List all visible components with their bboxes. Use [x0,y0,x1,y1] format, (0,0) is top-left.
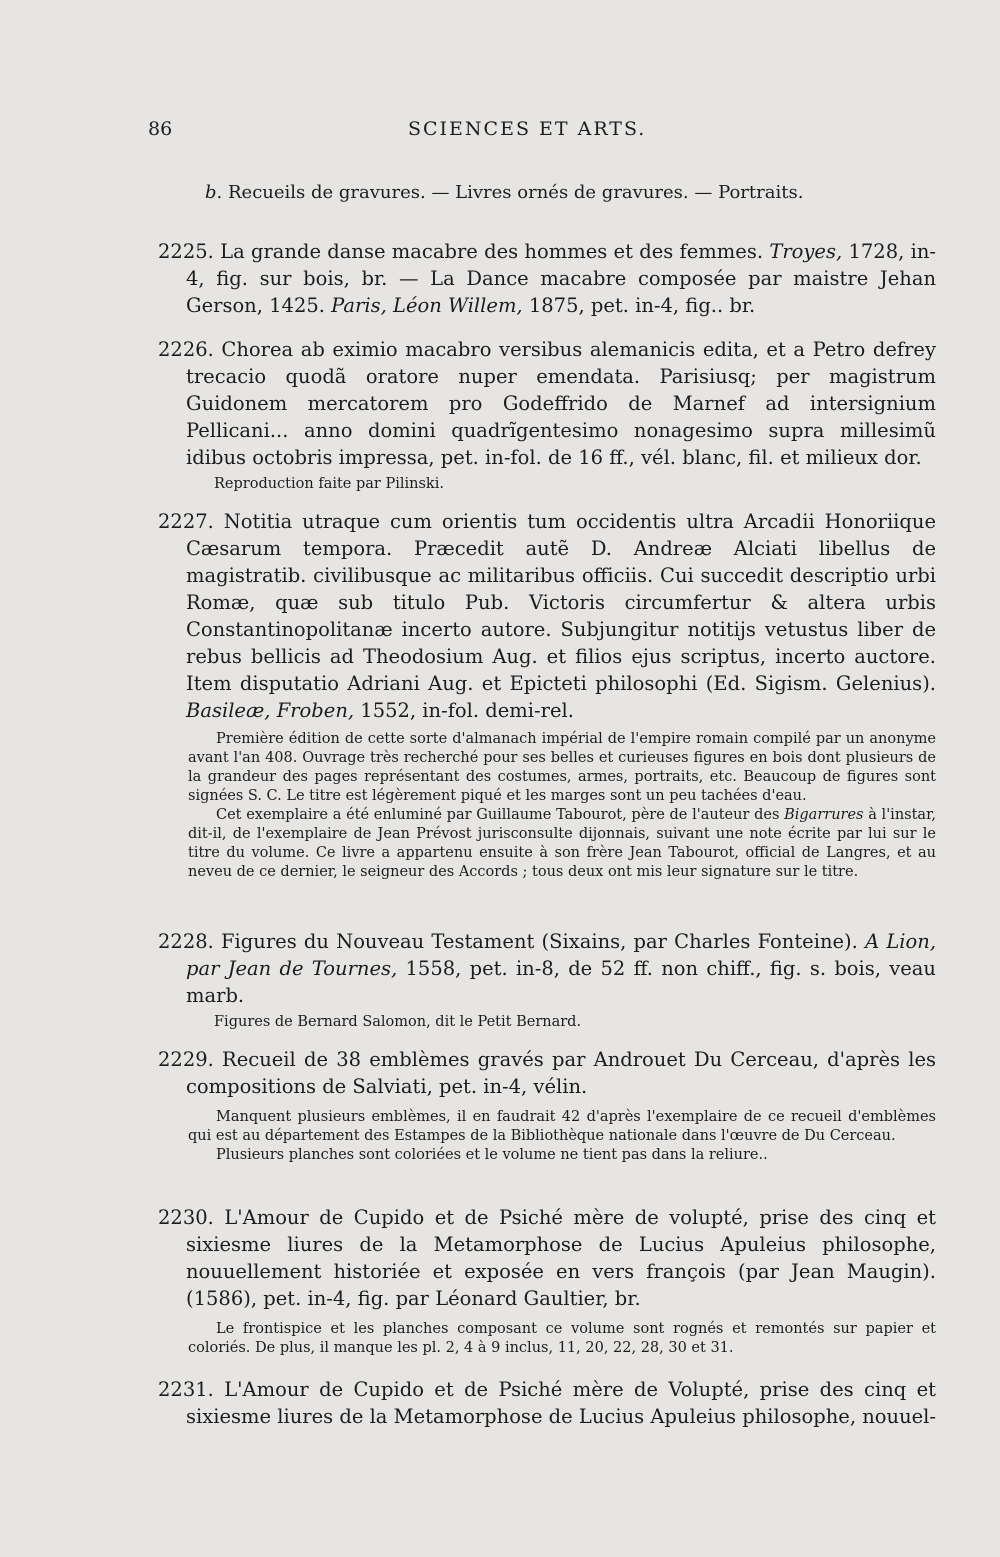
entry-text: 1558, pet. in-8, de 52 ff. non chiff., fig. s. bois, veau marb. [186,957,936,1007]
entry-text: Figures du Nouveau Testament (Sixains, par Charles Fonteine). [221,930,858,953]
entry-number: 2230. [158,1206,214,1229]
entry-place: Basileæ, Froben, [186,699,355,722]
page-header [148,118,928,148]
note-text: à l'instar, dit-il, de l'exemplaire de Jean Prévost jurisconsulte dijonnais, suivant une note écrite par lui sur le titre du volume. Ce livre a appartenu ensuite à son frère Jean Tabourot, official de Langres, et au neveu de ce dernier, le seigneur des Accords ; tous deux ont mis leur signature sur le titre. [188,807,937,880]
note-paragraph: Première édition de cette sorte d'almanach impérial de l'empire romain compilé par un anonyme avant l'an 408. Ouvrage très recherché pour ses belles et curieuses figures en bois dont plusieurs de la grandeur des pages représentant des costumes, armes, portraits, etc. Beaucoup de figures sont signées S. C. Le titre est légèrement piqué et les marges sont un peu tachées d'eau. [188,731,936,804]
catalog-entry-2229 [158,1046,936,1165]
running-title: SCIENCES ET ARTS. [408,118,647,140]
entry-text: Recueil de 38 emblèmes gravés par Androuet Du Cerceau, d'après les compositions de Salviati, pet. in-4, vélin. [186,1048,936,1098]
catalog-entry-2226 [158,336,936,494]
entry-body [158,336,936,471]
entry-body [158,1376,936,1430]
entry-body [158,238,936,319]
section-letter: b. [205,182,223,203]
entry-body [158,928,936,1009]
entry-text: Chorea ab eximio macabro versibus alemanicis edita, et a Petro defrey trecacio quodã oratore nuper emendata. Parisiusq; per magistrum Guidonem mercatorem pro Godeffrido de Marnef ad intersignium Pellicani... anno domini quadrĩgentesimo nonagesimo supra millesimũ idibus octobris impressa, pet. in-fol. de 16 ff., vél. blanc, fil. et milieux dor. [186,338,936,469]
entry-text: 1728, in-4, fig. sur bois, br. — La Dance macabre composée par maistre Jehan Gerson, 1425. [186,240,936,317]
entry-number: 2225. [158,240,214,263]
entry-place: Paris, Léon Willem, [331,294,523,317]
catalog-entry-2231 [158,1376,936,1430]
entry-note [158,1108,936,1165]
entry-text: La grande danse macabre des hommes et des femmes. [220,240,764,263]
section-heading [205,182,803,203]
entry-number: 2227. [158,510,214,533]
entry-text: L'Amour de Cupido et de Psiché mère de Volupté, prise des cinq et sixiesme liures de la Metamorphose de Lucius Apuleius philosophe, nouuel- [186,1378,936,1428]
entry-number: 2231. [158,1378,214,1401]
note-paragraph: Manquent plusieurs emblèmes, il en faudrait 42 d'après l'exemplaire de ce recueil d'emblèmes qui est au département des Estampes de la Bibliothèque nationale dans l'œuvre de Du Cerceau. [188,1109,936,1144]
entry-body [158,508,936,724]
catalog-entry-2228 [158,928,936,1032]
note-paragraph: Le frontispice et les planches composant ce volume sont rognés et remontés sur papier et coloriés. De plus, il manque les pl. 2, 4 à 9 inclus, 11, 20, 22, 28, 30 et 31. [188,1321,936,1356]
page-number: 86 [148,118,173,140]
entry-note: Figures de Bernard Salomon, dit le Petit Bernard. [214,1014,582,1030]
entry-body [158,1204,936,1312]
entry-place: A Lion, par Jean de Tournes, [186,930,937,980]
note-italic-title: Bigarrures [784,807,864,823]
note-paragraph: Plusieurs planches sont coloriées et le volume ne tient pas dans la reliure.. [216,1147,768,1163]
entry-text: L'Amour de Cupido et de Psiché mère de volupté, prise des cinq et sixiesme liures de la Metamorphose de Lucius Apuleius philosophe, nouuellement historiée et exposée en vers françois (par Jean Maugin). (1586), pet. in-4, fig. par Léonard Gaultier, br. [186,1206,936,1310]
entry-body [158,1046,936,1100]
entry-text: 1875, pet. in-4, fig.. br. [528,294,756,317]
entry-note: Reproduction faite par Pilinski. [214,476,444,492]
entry-text: 1552, in-fol. demi-rel. [360,699,574,722]
entry-note [158,1320,936,1358]
note-paragraph [188,806,936,882]
entry-number: 2228. [158,930,214,953]
catalog-entry-2230 [158,1204,936,1358]
catalog-entry-2227 [158,508,936,882]
entry-number: 2226. [158,338,214,361]
section-title-text: Recueils de gravures. — Livres ornés de gravures. — Portraits. [227,182,804,203]
entry-place: Troyes, [769,240,843,263]
entry-note [158,730,936,882]
catalog-entry-2225 [158,238,936,319]
entry-text: Notitia utraque cum orientis tum occidentis ultra Arcadii Honoriique Cæsarum tempora. Præcedit autẽ D. Andreæ Alciati libellus de magistratib. civilibusque ac militaribus officiis. Cui succedit descriptio urbi Romæ, quæ sub titulo Pub. Victoris circumfertur & altera urbis Constantinopolitanæ incerto autore. Subjungitur notitijs vetustus liber de rebus bellicis ad Theodosium Aug. et filios ejus scriptus, incerto auctore. Item disputatio Adriani Aug. et Epicteti philosophi (Ed. Sigism. Gelenius). [186,510,936,695]
note-text: Cet exemplaire a été enluminé par Guillaume Tabourot, père de l'auteur des [216,807,780,823]
entry-number: 2229. [158,1048,214,1071]
